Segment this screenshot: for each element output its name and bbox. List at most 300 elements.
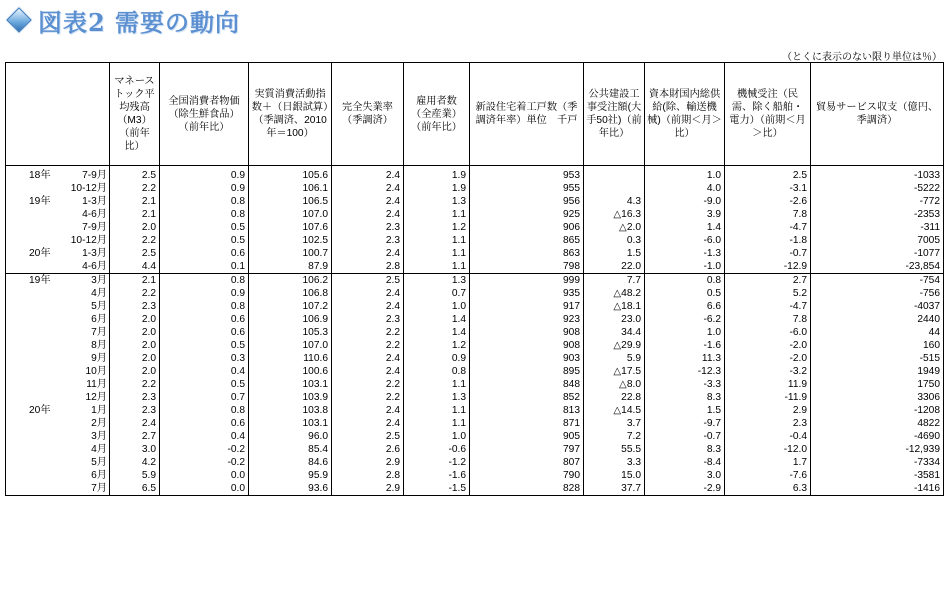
table-row <box>6 300 944 313</box>
table-row <box>6 482 944 496</box>
table-row <box>6 339 944 352</box>
table-cell: 1.0 <box>645 326 725 339</box>
table-cell: 1.1 <box>404 404 470 417</box>
period-text: 1-3月 <box>82 248 107 259</box>
year-label <box>9 417 29 430</box>
table-cell: △29.9 <box>584 339 645 352</box>
period-label <box>6 260 110 274</box>
table-cell: -4.7 <box>725 300 811 313</box>
table-cell: 107.0 <box>249 208 332 221</box>
table-cell: 0.9 <box>160 182 249 195</box>
period-label <box>6 300 110 313</box>
period-label <box>6 404 110 417</box>
table-cell: 956 <box>470 195 584 208</box>
table-cell: 790 <box>470 469 584 482</box>
table-row <box>6 404 944 417</box>
table-cell: -12.0 <box>725 443 811 456</box>
period-label <box>6 195 110 208</box>
period-label <box>6 417 110 430</box>
table-cell: -1077 <box>811 247 944 260</box>
table-row <box>6 456 944 469</box>
table-row <box>6 169 944 182</box>
table-cell: 0.6 <box>160 247 249 260</box>
table-cell: 2.5 <box>110 247 160 260</box>
period-label <box>6 182 110 195</box>
table-cell: 0.4 <box>160 365 249 378</box>
table-cell: 923 <box>470 313 584 326</box>
table-cell: 2.4 <box>332 287 404 300</box>
year-label <box>9 300 29 313</box>
table-cell: 7.2 <box>584 430 645 443</box>
period-text: 12月 <box>85 392 107 403</box>
table-row <box>6 378 944 391</box>
table-cell: 3.9 <box>645 208 725 221</box>
period-label <box>6 456 110 469</box>
table-cell: 44 <box>811 326 944 339</box>
period-text: 1-3月 <box>82 196 107 207</box>
table-cell: -2353 <box>811 208 944 221</box>
period-label <box>6 443 110 456</box>
period-text: 6月 <box>91 470 107 481</box>
table-cell: -12.3 <box>645 365 725 378</box>
table-row <box>6 352 944 365</box>
table-cell: 5.9 <box>584 352 645 365</box>
table-cell: 7.8 <box>725 313 811 326</box>
period-label <box>6 208 110 221</box>
year-label <box>9 260 29 273</box>
table-cell: -756 <box>811 287 944 300</box>
table-row <box>6 195 944 208</box>
period-text: 3月 <box>91 275 107 286</box>
table-cell: 2.2 <box>332 326 404 339</box>
year-label: 20年 <box>29 248 51 259</box>
table-cell: 0.3 <box>584 234 645 247</box>
table-cell: -4690 <box>811 430 944 443</box>
year-label: 19年 <box>29 196 51 207</box>
table-cell: 2.2 <box>110 234 160 247</box>
table-cell: 0.9 <box>160 169 249 182</box>
table-cell: 2.2 <box>110 287 160 300</box>
table-cell: 2.4 <box>110 417 160 430</box>
period-text: 4-6月 <box>82 261 107 272</box>
table-cell: -12.9 <box>725 260 811 274</box>
table-cell: 2.4 <box>332 417 404 430</box>
table-cell: 102.5 <box>249 234 332 247</box>
table-cell: 110.6 <box>249 352 332 365</box>
table-cell: 2.3 <box>110 404 160 417</box>
table-cell: 2.2 <box>332 339 404 352</box>
table-cell: 107.0 <box>249 339 332 352</box>
table-cell: 6.5 <box>110 482 160 496</box>
table-cell: 1.1 <box>404 378 470 391</box>
table-cell: 4.2 <box>110 456 160 469</box>
table-cell: △18.1 <box>584 300 645 313</box>
table-cell: 797 <box>470 443 584 456</box>
table-cell: 1.1 <box>404 208 470 221</box>
table-cell: -1.8 <box>725 234 811 247</box>
table-cell: 107.2 <box>249 300 332 313</box>
column-header: 全国消費者物価（除生鮮食品）（前年比） <box>160 63 249 166</box>
year-label <box>9 456 29 469</box>
table-cell: 103.9 <box>249 391 332 404</box>
table-row <box>6 247 944 260</box>
table-cell: 2.2 <box>110 182 160 195</box>
table-cell: -0.7 <box>725 247 811 260</box>
table-cell: 34.4 <box>584 326 645 339</box>
table-cell: 2.3 <box>110 300 160 313</box>
table-cell: 2.0 <box>110 313 160 326</box>
table-cell: 95.9 <box>249 469 332 482</box>
table-row <box>6 208 944 221</box>
table-cell: 1.9 <box>404 182 470 195</box>
table-cell: 2.5 <box>110 169 160 182</box>
table-cell: 2.4 <box>332 300 404 313</box>
table-cell: 1.5 <box>645 404 725 417</box>
table-cell: -2.0 <box>725 339 811 352</box>
period-label <box>6 169 110 182</box>
table-cell: -9.7 <box>645 417 725 430</box>
year-label <box>9 365 29 378</box>
table-cell: 2.9 <box>332 482 404 496</box>
table-cell: 906 <box>470 221 584 234</box>
table-cell: 2.3 <box>332 234 404 247</box>
table-cell: 863 <box>470 247 584 260</box>
table-cell: -754 <box>811 274 944 288</box>
table-cell: 852 <box>470 391 584 404</box>
table-cell: 2.7 <box>110 430 160 443</box>
year-label <box>9 378 29 391</box>
period-text: 7-9月 <box>82 170 107 181</box>
table-cell: 2.0 <box>110 365 160 378</box>
table-cell: 871 <box>470 417 584 430</box>
period-label <box>6 234 110 247</box>
table-cell: 100.7 <box>249 247 332 260</box>
table-cell: 0.4 <box>160 430 249 443</box>
table-row <box>6 234 944 247</box>
table-cell: -1416 <box>811 482 944 496</box>
table-cell: -7.6 <box>725 469 811 482</box>
table-cell: -2.0 <box>725 352 811 365</box>
table-cell: 105.3 <box>249 326 332 339</box>
table-cell: 22.0 <box>584 260 645 274</box>
table-cell: 1.3 <box>404 195 470 208</box>
table-cell: -5222 <box>811 182 944 195</box>
table-cell: 2.9 <box>725 404 811 417</box>
year-label <box>9 352 29 365</box>
table-cell: -772 <box>811 195 944 208</box>
table-cell: 0.7 <box>160 391 249 404</box>
table-cell: 2.1 <box>110 274 160 288</box>
diamond-bullet-icon <box>6 7 31 32</box>
period-text: 4-6月 <box>82 209 107 220</box>
table-cell: -2.6 <box>725 195 811 208</box>
period-text: 7-9月 <box>82 222 107 233</box>
table-row <box>6 391 944 404</box>
table-cell: 2.5 <box>725 169 811 182</box>
table-cell: 106.5 <box>249 195 332 208</box>
table-cell: △14.5 <box>584 404 645 417</box>
table-cell: 0.8 <box>160 404 249 417</box>
table-cell: 3.0 <box>110 443 160 456</box>
table-cell: 0.9 <box>160 287 249 300</box>
table-cell: 1.2 <box>404 339 470 352</box>
table-cell: 905 <box>470 430 584 443</box>
column-header: 実質消費活動指数＋（日銀試算）（季調済、2010年＝100） <box>249 63 332 166</box>
table-cell: 7.7 <box>584 274 645 288</box>
table-cell: 2.0 <box>110 326 160 339</box>
table-cell: 103.1 <box>249 417 332 430</box>
table-cell: 2.3 <box>110 391 160 404</box>
table-cell: 4.4 <box>110 260 160 274</box>
page-title: 図表2 需要の動向 <box>38 7 241 37</box>
table-cell: -1.5 <box>404 482 470 496</box>
period-text: 5月 <box>91 301 107 312</box>
demand-table <box>5 62 944 496</box>
table-cell <box>584 182 645 195</box>
table-cell: 5.9 <box>110 469 160 482</box>
year-label <box>9 469 29 482</box>
table-cell: 0.8 <box>160 300 249 313</box>
table-cell: 2.3 <box>332 313 404 326</box>
table-cell: 106.8 <box>249 287 332 300</box>
table-cell: 160 <box>811 339 944 352</box>
table-cell: 953 <box>470 169 584 182</box>
table-cell: △17.5 <box>584 365 645 378</box>
table-cell <box>584 169 645 182</box>
period-label <box>6 352 110 365</box>
table-cell: 103.8 <box>249 404 332 417</box>
column-header: 機械受注（民需、除く船舶・電力）（前期＜月＞比） <box>725 63 811 166</box>
unit-note: （とくに表示のない限り単位は％） <box>782 52 942 63</box>
table-cell: 2.5 <box>332 274 404 288</box>
table-cell: 0.1 <box>160 260 249 274</box>
period-label <box>6 247 110 260</box>
table-cell: 0.6 <box>160 326 249 339</box>
table-cell: 0.5 <box>160 234 249 247</box>
table-cell: -6.0 <box>645 234 725 247</box>
period-text: 8月 <box>91 340 107 351</box>
table-cell: -4037 <box>811 300 944 313</box>
table-cell: -1208 <box>811 404 944 417</box>
table-row <box>6 221 944 234</box>
table-cell: 2.7 <box>725 274 811 288</box>
table-cell: 2.4 <box>332 182 404 195</box>
table-cell: 7005 <box>811 234 944 247</box>
table-cell: 917 <box>470 300 584 313</box>
table-row <box>6 365 944 378</box>
table-cell: 1.1 <box>404 260 470 274</box>
period-label <box>6 221 110 234</box>
period-label <box>6 274 110 288</box>
period-label <box>6 391 110 404</box>
table-cell: -311 <box>811 221 944 234</box>
table-cell: 22.8 <box>584 391 645 404</box>
table-cell: 2.5 <box>332 430 404 443</box>
table-cell: -3581 <box>811 469 944 482</box>
table-row <box>6 469 944 482</box>
table-cell: 925 <box>470 208 584 221</box>
table-cell: 0.3 <box>160 352 249 365</box>
table-cell: 3.7 <box>584 417 645 430</box>
table-row <box>6 326 944 339</box>
table-cell: 2.0 <box>110 221 160 234</box>
table-cell: 1.0 <box>404 300 470 313</box>
table-cell: 5.2 <box>725 287 811 300</box>
table-cell: 1.7 <box>725 456 811 469</box>
period-label <box>6 430 110 443</box>
table-cell: 93.6 <box>249 482 332 496</box>
period-label <box>6 469 110 482</box>
table-cell: 908 <box>470 326 584 339</box>
period-text: 7月 <box>91 483 107 494</box>
table-row <box>6 430 944 443</box>
table-cell: -4.7 <box>725 221 811 234</box>
table-cell: 2.4 <box>332 169 404 182</box>
table-cell: 8.3 <box>645 443 725 456</box>
table-cell: 85.4 <box>249 443 332 456</box>
table-cell: -1033 <box>811 169 944 182</box>
column-header: マネーストック平均残高（M3）（前年比） <box>110 63 160 166</box>
table-cell: 0.5 <box>160 339 249 352</box>
table-row <box>6 287 944 300</box>
table-cell: 2.8 <box>332 469 404 482</box>
table-cell: 2.4 <box>332 352 404 365</box>
table-cell: 1.2 <box>404 221 470 234</box>
table-cell: 1.4 <box>404 313 470 326</box>
table-cell: 2.0 <box>110 339 160 352</box>
period-label <box>6 287 110 300</box>
year-label: 18年 <box>29 170 51 181</box>
table-cell: 999 <box>470 274 584 288</box>
table-cell: 4.3 <box>584 195 645 208</box>
table-cell: 7.8 <box>725 208 811 221</box>
table-cell: 1.9 <box>404 169 470 182</box>
table-cell: -0.2 <box>160 443 249 456</box>
table-cell: △2.0 <box>584 221 645 234</box>
year-label: 19年 <box>29 275 51 286</box>
table-cell: -515 <box>811 352 944 365</box>
table-cell: 865 <box>470 234 584 247</box>
table-cell: 0.5 <box>160 378 249 391</box>
table-cell: 3.0 <box>645 469 725 482</box>
table-cell: 903 <box>470 352 584 365</box>
period-text: 10月 <box>85 366 107 377</box>
table-cell: 807 <box>470 456 584 469</box>
table-cell: 0.5 <box>160 221 249 234</box>
table-cell: 935 <box>470 287 584 300</box>
table-cell: -1.6 <box>404 469 470 482</box>
table-cell: 2.2 <box>332 378 404 391</box>
table-cell: 2.4 <box>332 404 404 417</box>
header-row <box>6 63 944 166</box>
table-cell: 3306 <box>811 391 944 404</box>
table-cell: 107.6 <box>249 221 332 234</box>
period-text: 6月 <box>91 314 107 325</box>
period-text: 9月 <box>91 353 107 364</box>
table-cell: -0.6 <box>404 443 470 456</box>
table-cell: -1.3 <box>645 247 725 260</box>
table-cell: -1.0 <box>645 260 725 274</box>
table-cell: 103.1 <box>249 378 332 391</box>
table-cell: -23,854 <box>811 260 944 274</box>
title-bar <box>6 4 240 36</box>
period-label <box>6 313 110 326</box>
table-cell: 2.0 <box>110 352 160 365</box>
table-cell: 1.3 <box>404 391 470 404</box>
table-cell: 0.8 <box>404 365 470 378</box>
year-label <box>9 339 29 352</box>
table-cell: 0.8 <box>160 274 249 288</box>
table-cell: -1.2 <box>404 456 470 469</box>
period-label <box>6 378 110 391</box>
table-cell: 1.0 <box>645 169 725 182</box>
period-label <box>6 326 110 339</box>
table-cell: 11.3 <box>645 352 725 365</box>
table-cell: 106.1 <box>249 182 332 195</box>
table-cell: 11.9 <box>725 378 811 391</box>
period-text: 4月 <box>91 444 107 455</box>
year-label <box>9 182 29 195</box>
table-cell: 0.9 <box>404 352 470 365</box>
year-label <box>9 313 29 326</box>
table-cell: 0.7 <box>404 287 470 300</box>
table-cell: 0.8 <box>645 274 725 288</box>
table-cell: 4.0 <box>645 182 725 195</box>
column-header <box>6 63 110 166</box>
table-cell: 105.6 <box>249 169 332 182</box>
period-text: 4月 <box>91 288 107 299</box>
table-cell: 2.3 <box>332 221 404 234</box>
table-cell: -0.7 <box>645 430 725 443</box>
table-cell: 55.5 <box>584 443 645 456</box>
table-cell: 2.2 <box>110 378 160 391</box>
table-cell: 2.3 <box>725 417 811 430</box>
year-label: 20年 <box>29 405 51 416</box>
table-cell: 6.6 <box>645 300 725 313</box>
year-label <box>9 221 29 234</box>
table-cell: 955 <box>470 182 584 195</box>
table-cell: -3.2 <box>725 365 811 378</box>
year-label <box>9 443 29 456</box>
period-label <box>6 339 110 352</box>
table-cell: 2.4 <box>332 247 404 260</box>
table-cell: -0.2 <box>160 456 249 469</box>
table-cell: 813 <box>470 404 584 417</box>
table-cell: 96.0 <box>249 430 332 443</box>
period-text: 10-12月 <box>70 183 107 194</box>
table-cell: 37.7 <box>584 482 645 496</box>
year-label <box>9 326 29 339</box>
period-text: 5月 <box>91 457 107 468</box>
table-cell: 1.4 <box>404 326 470 339</box>
column-header: 完全失業率（季調済） <box>332 63 404 166</box>
column-header: 貿易サービス収支（億円、季調済） <box>811 63 944 166</box>
table-cell: -8.4 <box>645 456 725 469</box>
table-cell: 2.1 <box>110 195 160 208</box>
table-cell: 2440 <box>811 313 944 326</box>
table-cell: 1.0 <box>404 430 470 443</box>
year-label <box>9 287 29 300</box>
table-cell: 2.4 <box>332 365 404 378</box>
table-cell: -6.0 <box>725 326 811 339</box>
table-cell: 908 <box>470 339 584 352</box>
table-cell: 2.4 <box>332 208 404 221</box>
table-cell: 0.5 <box>645 287 725 300</box>
period-text: 7月 <box>91 327 107 338</box>
table-cell: -9.0 <box>645 195 725 208</box>
table-cell: 828 <box>470 482 584 496</box>
table-row <box>6 313 944 326</box>
